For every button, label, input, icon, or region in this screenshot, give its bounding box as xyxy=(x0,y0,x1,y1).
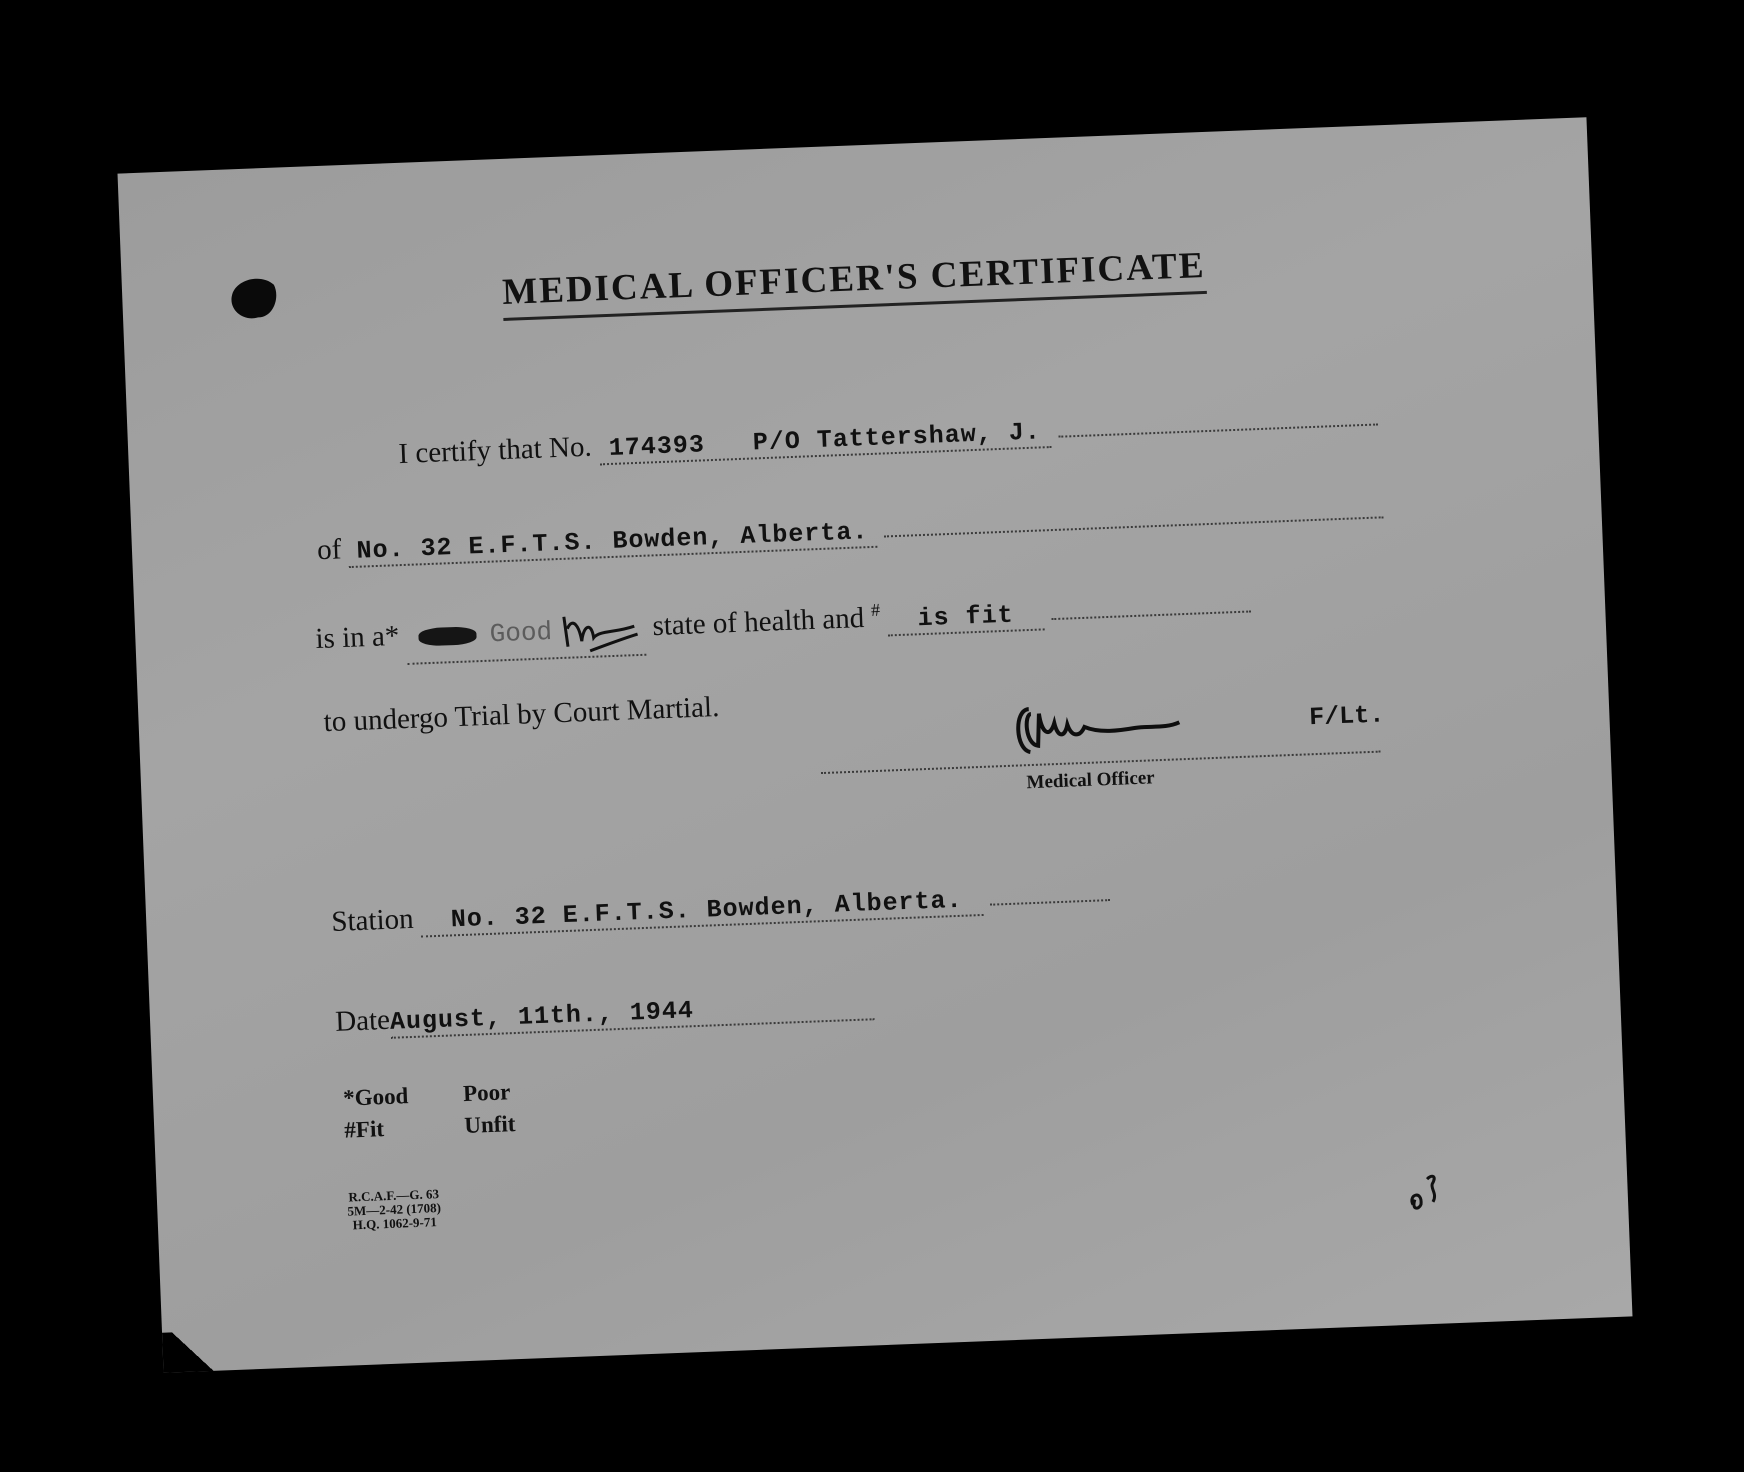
officer-name: P/O Tattershaw, J. xyxy=(752,417,1042,458)
health-value: Good xyxy=(489,616,553,650)
service-number: 174393 P/O Tattershaw, J. xyxy=(598,417,1051,465)
station-label: Station xyxy=(330,902,415,938)
form-code-line-1: R.C.A.F.—G. 63 xyxy=(348,1186,440,1205)
legend-key xyxy=(343,1079,516,1150)
date-line xyxy=(335,985,875,1041)
unit-prefix: of xyxy=(316,533,342,567)
form-code-line-2: 5M—2-42 (1708) xyxy=(347,1200,442,1219)
key-fit: #Fit xyxy=(343,1116,385,1143)
struck-out-word xyxy=(418,626,477,646)
officer-rank: F/Lt. xyxy=(1308,700,1385,733)
station-line xyxy=(331,876,1111,941)
unit-value: No. 32 E.F.T.S. Bowden, Alberta. xyxy=(348,517,877,568)
certificate-title: MEDICAL OFFICER'S CERTIFICATE xyxy=(502,244,1207,321)
key-unfit: Unfit xyxy=(463,1111,516,1139)
health-prefix: is in a* xyxy=(314,619,400,656)
certify-line xyxy=(398,400,1378,473)
key-good: *Good xyxy=(342,1083,409,1111)
folded-corner xyxy=(162,1330,223,1372)
dotted-leader xyxy=(1051,610,1251,620)
dotted-leader xyxy=(990,899,1110,906)
handwritten-page-mark xyxy=(1402,1163,1454,1215)
unit-line xyxy=(316,493,1383,569)
medical-officer-label: Medical Officer xyxy=(1026,767,1156,794)
fitness-value: is fit xyxy=(887,599,1044,636)
court-martial-line: to undergo Trial by Court Martial. xyxy=(323,690,720,739)
handwritten-initials xyxy=(558,604,640,657)
dotted-leader xyxy=(884,516,1384,537)
medical-officer-signature xyxy=(1008,686,1231,764)
form-code xyxy=(347,1187,442,1233)
date-label: Date xyxy=(334,1003,391,1038)
health-line xyxy=(315,580,1252,668)
key-row-health xyxy=(343,1079,515,1112)
key-poor: Poor xyxy=(462,1079,511,1107)
health-field xyxy=(406,604,647,665)
punch-hole-mark xyxy=(221,272,283,324)
dotted-leader xyxy=(1058,423,1378,437)
key-row-fitness xyxy=(344,1111,516,1144)
form-code-line-3: H.Q. 1062-9-71 xyxy=(352,1214,438,1233)
station-value: No. 32 E.F.T.S. Bowden, Alberta. xyxy=(420,885,983,938)
certify-prefix: I certify that No. xyxy=(397,430,593,471)
signature-block xyxy=(818,681,1385,812)
date-value: August, 11th., 1944 xyxy=(389,989,874,1039)
health-middle: state of health and xyxy=(651,601,865,643)
fitness-mark: # xyxy=(870,599,881,621)
certificate-paper xyxy=(118,117,1633,1373)
